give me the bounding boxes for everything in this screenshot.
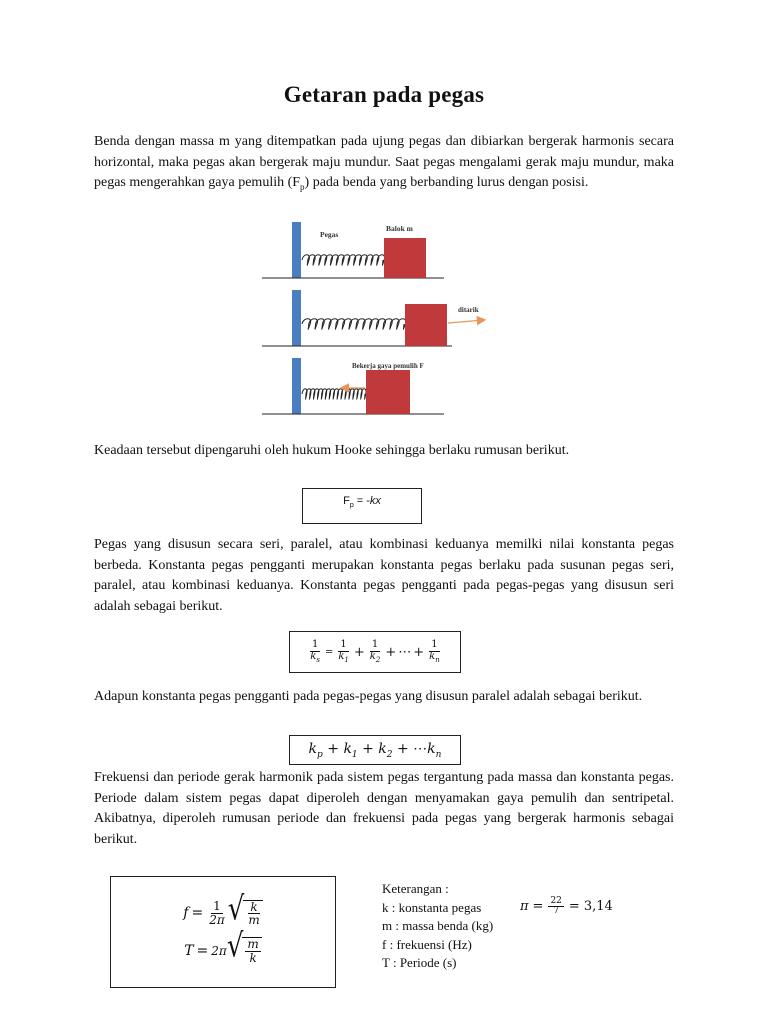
formula-hooke <box>343 495 381 509</box>
spring-2 <box>302 319 406 330</box>
wall-2 <box>292 290 301 346</box>
formula-hooke-box <box>302 488 422 524</box>
parallel-kp: k <box>308 740 318 757</box>
series-ks-sub: s <box>316 655 320 664</box>
series-plus-2: + <box>385 644 397 660</box>
freq-eq: = <box>191 905 204 922</box>
block-1 <box>384 238 426 278</box>
block-3 <box>366 370 410 414</box>
series-k2: k <box>369 650 376 662</box>
hooke-sub: p <box>349 502 354 510</box>
series-num-s: 1 <box>311 639 319 651</box>
spring-1 <box>302 255 385 266</box>
parallel-k2-sub: 2 <box>386 749 393 760</box>
period-m: m <box>247 937 259 951</box>
pi-den: 7 <box>553 906 560 917</box>
legend-item-f: f : frekuensi (Hz) <box>382 936 472 952</box>
freq-sqrt-icon: √ <box>227 890 245 929</box>
frequency-paragraph: Frekuensi dan periode gerak harmonik pada sistem pegas tergantung pada massa dan konstanta pegas. Periode dalam sistem pegas dapat diperoleh dengan menyamakan gaya pemulih dan sentripetal. Akibatnya, diperoleh rumusan periode dan frekuensi pada pegas yang bergerak harmonis sebagai berikut. <box>94 770 674 847</box>
intro-subscript: p <box>300 181 305 192</box>
parallel-k1: k <box>343 740 352 757</box>
legend-item-T: T : Periode (s) <box>382 955 457 970</box>
series-num-2: 1 <box>371 639 379 651</box>
freq-k: k <box>250 899 258 914</box>
wall-3 <box>292 358 301 414</box>
parallel-paragraph: Adapun konstanta pegas pengganti pada pegas-pegas yang disusun paralel adalah sebagai berikut. <box>94 689 643 704</box>
pull-arrow <box>448 320 484 323</box>
hooke-rhs: = - <box>353 495 370 507</box>
series-ks: k <box>310 650 317 662</box>
parallel-dots: ⋯ <box>413 740 428 757</box>
series-plus-1: + <box>353 644 365 660</box>
intro-text-end: ) pada benda yang berbanding lurus dengan posisi. <box>304 175 589 190</box>
legend <box>382 880 682 973</box>
intro-text: Benda dengan massa m yang ditempatkan pada ujung pegas dan dibiarkan bergerak harmonis secara horizontal, maka pegas akan bergerak maju mundur. Saat pegas mengalami gerak maju mundur, maka pegas mengerahkan gaya pemulih (F <box>94 134 674 190</box>
series-dots: ⋯ <box>398 644 412 660</box>
formula-series-box <box>289 631 461 673</box>
formula-series <box>307 640 442 664</box>
series-paragraph: Pegas yang disusun secara seri, paralel, atau kombinasi keduanya memilki nilai konstanta pegas berbeda. Konstanta pegas pengganti merupakan konstanta pegas berlaku pada susunan pegas seri, paralel, atau kombinasi keduanya. Konstanta pegas pengganti pada pegas-pegas yang disusun seri adalah sebagai berikut. <box>94 537 674 614</box>
formula-parallel <box>309 741 442 760</box>
label-balok: Balok m <box>386 224 413 233</box>
series-k1: k <box>338 650 345 662</box>
hooke-paragraph: Keadaan tersebut dipengaruhi oleh hukum Hooke sehingga berlaku rumusan berikut. <box>94 443 570 458</box>
pi-value <box>520 897 613 917</box>
pi-val: 3,14 <box>583 899 613 915</box>
pi-eq: = <box>532 899 544 915</box>
series-kn: k <box>429 650 436 662</box>
legend-item-m: m : massa benda (kg) <box>382 918 494 933</box>
panel-rest <box>262 222 444 278</box>
parallel-kn-sub: n <box>435 749 442 760</box>
freq-lhs: f <box>183 905 189 922</box>
formula-frequency <box>183 890 262 929</box>
period-k: k <box>249 950 257 965</box>
series-k2-sub: 2 <box>375 655 381 664</box>
parallel-kn: k <box>427 740 436 757</box>
pi-eq2: = <box>568 899 580 915</box>
intro-paragraph <box>94 132 674 194</box>
freq-m: m <box>248 913 260 928</box>
series-num-n: 1 <box>431 639 438 651</box>
label-pemulih: Bekerja gaya pemulih F <box>352 362 424 370</box>
parallel-plus-3: + <box>396 740 409 757</box>
period-coef: 2π <box>211 943 227 958</box>
series-k1-sub: 1 <box>344 655 349 664</box>
series-kn-sub: n <box>435 655 440 664</box>
parallel-k1-sub: 1 <box>351 749 358 760</box>
series-eq: = <box>324 646 334 658</box>
parallel-kp-sub: p <box>317 749 323 760</box>
formula-period-box <box>110 876 336 988</box>
hooke-F: F <box>343 495 350 507</box>
parallel-plus-1: + <box>327 740 339 757</box>
spring-3 <box>302 389 366 400</box>
pi-symbol: π <box>520 899 529 915</box>
freq-num: 1 <box>213 899 221 914</box>
series-plus-3: + <box>413 644 425 660</box>
freq-den: 2π <box>209 912 225 927</box>
hooke-kx: kx <box>369 495 381 507</box>
formula-period <box>184 927 262 966</box>
period-sqrt-icon: √ <box>226 927 244 966</box>
period-eq: = <box>196 942 209 959</box>
parallel-plus-2: + <box>362 740 374 757</box>
panel-compressed <box>262 358 444 414</box>
legend-item-k: k : konstanta pegas <box>382 899 482 915</box>
wall-1 <box>292 222 301 278</box>
spring-figure <box>262 218 512 418</box>
period-lhs: T <box>184 942 194 959</box>
formula-parallel-box <box>289 735 461 765</box>
legend-heading: Keterangan : <box>382 881 449 896</box>
parallel-k2: k <box>378 740 387 757</box>
label-pegas: Pegas <box>320 230 339 239</box>
series-num-1: 1 <box>340 639 347 651</box>
label-ditarik: ditarik <box>458 306 479 314</box>
pi-num: 22 <box>550 896 562 906</box>
panel-stretched <box>262 290 484 346</box>
page-title: Getaran pada pegas <box>283 82 485 107</box>
block-2 <box>405 304 447 346</box>
